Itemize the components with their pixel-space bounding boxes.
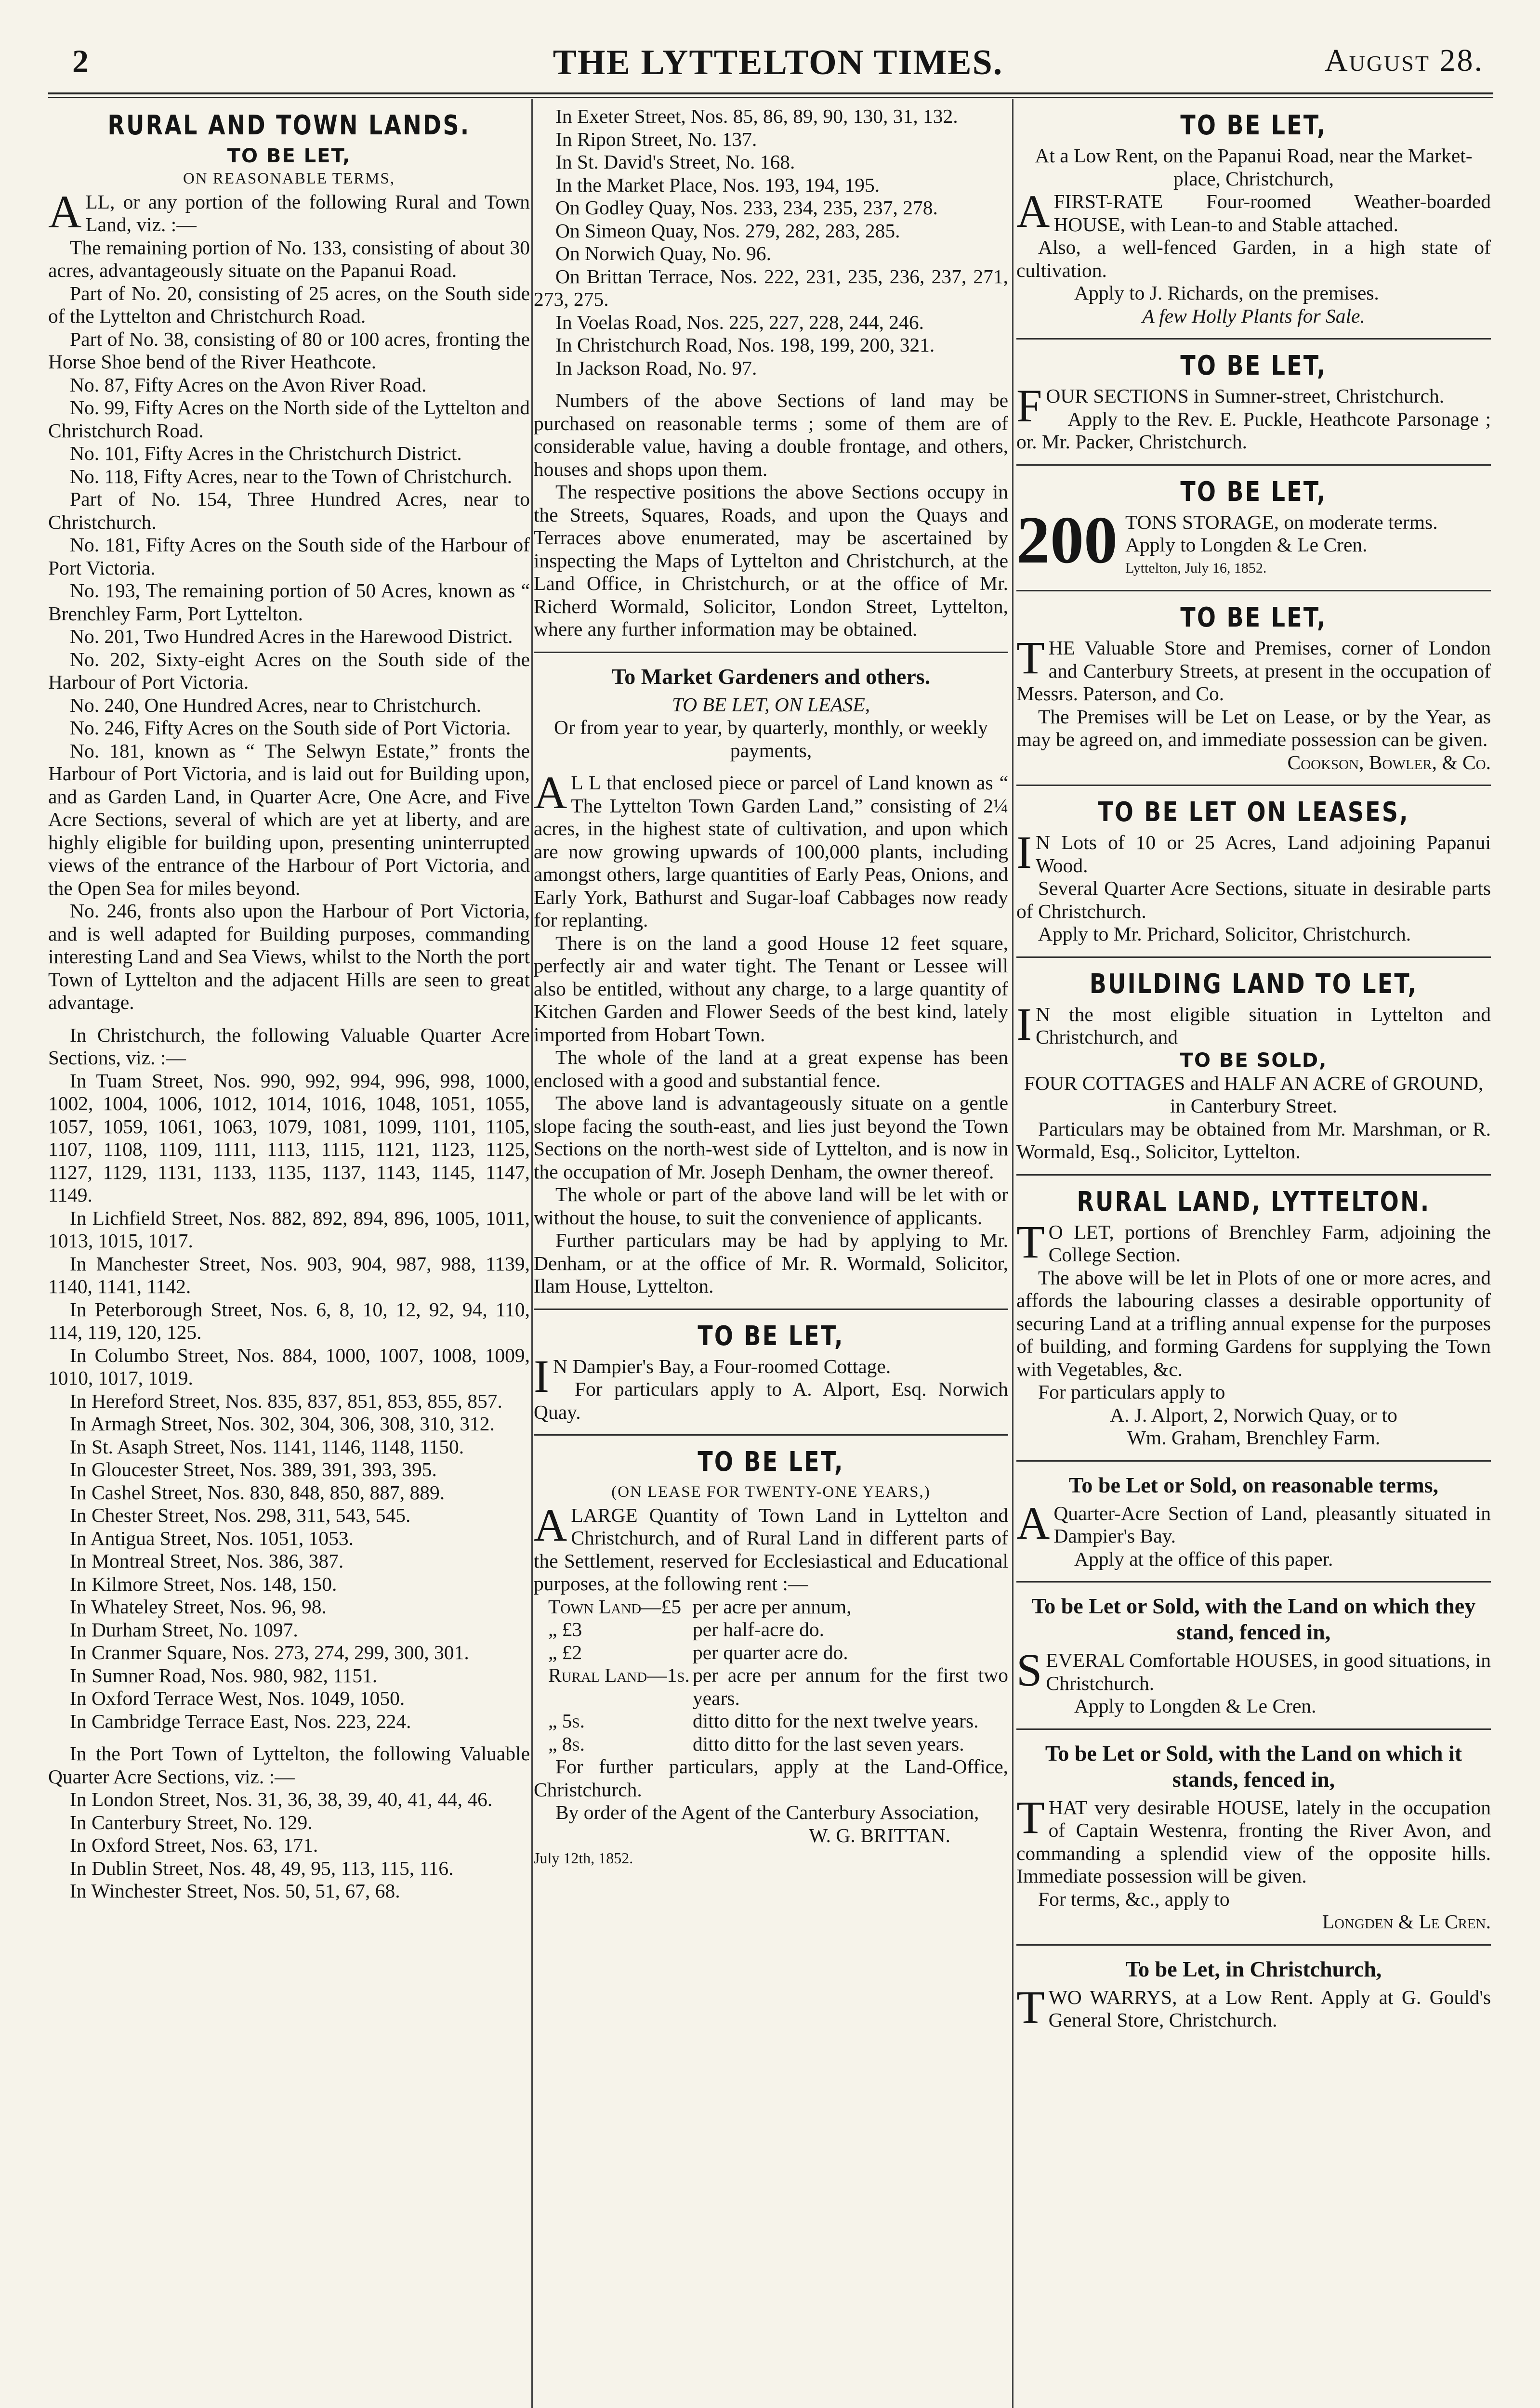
rent-row (534, 1664, 1008, 1710)
ad-apply: Particulars may be obtained from Mr. Marshman, or R. Wormald, Esq., Solicitor, Lyttelton. (1016, 1117, 1491, 1163)
ad-date: July 12th, 1852. (534, 1849, 633, 1867)
column-2 (534, 105, 1008, 1870)
drop-cap: F (1016, 380, 1042, 432)
ad-paragraph: For further particulars, apply at the Land-Office, Christchurch. (534, 1755, 1008, 1801)
divider (1016, 338, 1491, 340)
street-item: In Exeter Street, Nos. 85, 86, 89, 90, 130, 31, 132. (555, 105, 958, 127)
ad-paragraph: The above land is advantageously situate on a gentle slope facing the south-east, and lies just beyond the Town Sections on the north-west side of Lyttelton, and is now in the occupation of Mr. Joseph Denham, the owner thereof. (534, 1092, 1008, 1183)
drop-cap: I (1016, 826, 1032, 878)
ad-paragraph: The whole or part of the above land will be let with or without the house, to suit the convenience of applicants. (534, 1183, 1008, 1229)
ad-intro: AFIRST-RATE Four-roomed Weather-boarded HOUSE, with Lean-to and Stable attached. (1016, 185, 1491, 237)
ad-signature: W. G. BRITTAN. (809, 1824, 950, 1846)
ad-signature: Cookson, Bowler, & Co. (1287, 751, 1491, 773)
ad-paragraph: By order of the Agent of the Canterbury Association, (555, 1801, 979, 1823)
street-item: In Winchester Street, Nos. 50, 51, 67, 68. (70, 1880, 400, 1902)
street-item: In Ripon Street, No. 137. (555, 128, 757, 150)
ad-subheading: TO BE LET, ON LEASE, (671, 693, 870, 716)
rent-class: „ 5s. (548, 1710, 585, 1732)
ad-apply: Apply to J. Richards, on the premises. (1074, 282, 1379, 304)
ad-date: Lyttelton, July 16, 1852. (1125, 560, 1267, 576)
street-item: In Tuam Street, Nos. 990, 992, 994, 996, 998, 1000, 1002, 1004, 1006, 1012, 1014, 1016, 1048, 1051, 1055, 1057, 1059, 1061, 1063, 1079, 1081, 1099, 1101, 1105, 1107, 1108, 1109, 1111, 1113, 1115, 1121, 1123, 1125, 1127, 1129, 1131, 1133, 1135, 1137, 1143, 1145, 1147, 1149. (48, 1069, 530, 1206)
street-item: In Kilmore Street, Nos. 148, 150. (70, 1572, 337, 1595)
street-item: In Jackson Road, No. 97. (555, 356, 757, 379)
column-divider (1012, 99, 1014, 2408)
drop-cap: A (1016, 1497, 1050, 1549)
street-item: In Canterbury Street, No. 129. (70, 1811, 313, 1833)
ad-heading: TO BE LET, (1180, 476, 1327, 508)
divider (534, 1309, 1008, 1310)
rent-rate: per acre per annum, (693, 1595, 852, 1618)
street-item: In Cashel Street, Nos. 830, 848, 850, 887, 889. (70, 1481, 445, 1504)
lot-item: No. 202, Sixty-eight Acres on the South side of the Harbour of Port Victoria. (48, 648, 530, 693)
lot-list (48, 236, 530, 1014)
ad-heading: TO BE LET ON LEASES, (1098, 797, 1409, 828)
divider (1016, 956, 1491, 958)
street-item: In Durham Street, No. 1097. (70, 1618, 298, 1641)
ad-apply: For particulars apply to (1038, 1381, 1225, 1403)
ad-intro: I N Dampier's Bay, a Four-roomed Cottage. (534, 1350, 891, 1402)
newspaper-title: THE LYTTELTON TIMES. (553, 43, 1003, 82)
rent-rate: ditto ditto for the last seven years. (693, 1732, 964, 1755)
ad-terms: At a Low Rent, on the Papanui Road, near the Market-place, Christchurch, (1035, 144, 1473, 190)
ad-paragraph: The whole of the land at a great expense has been enclosed with a good and substantial fence. (534, 1046, 1008, 1091)
street-item: In Voelas Road, Nos. 225, 227, 228, 244, 246. (555, 311, 924, 333)
ad-paragraph: The above will be let in Plots of one or more acres, and affords the labouring classes a desirable opportunity of securing Land at a trifling annual expense for the purposes of building, and forming Gardens for supplying the Town with Vegetables, &c. (1016, 1266, 1491, 1380)
lot-item: No. 246, fronts also upon the Harbour of Port Victoria, and is well adapted for Building purposes, commanding interesting Land and Sea Views, whilst to the North the port Town of Lyttelton and the adjacent Hills are seen to great advantage. (48, 900, 530, 1013)
divider (1016, 1944, 1491, 1946)
ad-intro: I N the most eligible situation in Lyttelton and Christchurch, and (1016, 998, 1491, 1050)
ad-heading: RURAL AND TOWN LANDS. (107, 110, 471, 141)
rent-class: Rural Land—1s. (548, 1664, 690, 1686)
ad-heading: RURAL LAND, LYTTELTON. (1077, 1186, 1431, 1217)
street-item: On Norwich Quay, No. 96. (555, 242, 771, 264)
masthead (72, 42, 1484, 86)
lot-item: No. 181, known as “ The Selwyn Estate,” fronts the Harbour of Port Victoria, and is laid out for Building upon, and as Garden Land, in Quarter Acre, One Acre, and Five Acre Sections, several of which are yet at liberty, and are highly eligible for building upon, presenting uninterrupted views of the entrance of the Harbour of Port Victoria, and the Open Sea for miles beyond. (48, 739, 530, 899)
drop-cap: T (1016, 1216, 1045, 1268)
lot-item: No. 246, Fifty Acres on the South side of Port Victoria. (70, 717, 511, 739)
lot-item: Part of No. 154, Three Hundred Acres, near to Christchurch. (48, 488, 530, 533)
rent-rate: per half-acre do. (693, 1618, 825, 1640)
divider (1016, 1460, 1491, 1462)
ad-paragraph: Several Quarter Acre Sections, situate in desirable parts of Christchurch. (1016, 877, 1491, 922)
divider (1016, 1728, 1491, 1730)
drop-number: 200 (1016, 502, 1118, 577)
drop-cap: A (48, 185, 82, 237)
divider (1016, 1174, 1491, 1176)
street-item: On Godley Quay, Nos. 233, 234, 235, 237, 278. (555, 196, 938, 219)
street-item: On Simeon Quay, Nos. 279, 282, 283, 285. (555, 219, 900, 242)
divider (1016, 590, 1491, 591)
ad-paragraph: The Premises will be Let on Lease, or by the Year, as may be agreed on, and immediate possession can be given. (1016, 705, 1491, 750)
divider (534, 1434, 1008, 1436)
drop-cap: A (534, 1499, 567, 1551)
rent-class: „ £3 (548, 1618, 582, 1640)
ad-paragraph: Also, a well-fenced Garden, in a high state of cultivation. (1016, 236, 1491, 281)
street-item: In Cranmer Square, Nos. 273, 274, 299, 300, 301. (70, 1641, 469, 1663)
street-item: In St. Asaph Street, Nos. 1141, 1146, 1148, 1150. (70, 1435, 464, 1458)
ad-subheading: TO BE LET, (227, 145, 351, 167)
column-divider (531, 99, 533, 2408)
rent-row (534, 1710, 1008, 1733)
chch-intro: In Christchurch, the following Valuable Quarter Acre Sections, viz. :— (48, 1023, 530, 1069)
ad-heading: TO BE LET, (1180, 110, 1327, 141)
lot-item: The remaining portion of No. 133, consisting of about 30 acres, advantageously situate on the Papanui Road. (48, 236, 530, 281)
ad-subheading: (ON LEASE FOR TWENTY-ONE YEARS,) (611, 1483, 931, 1501)
divider (1016, 464, 1491, 466)
street-item: In Montreal Street, Nos. 386, 387. (70, 1550, 344, 1572)
rent-class: Town Land—£5 (548, 1595, 682, 1618)
drop-cap: I (534, 1350, 549, 1402)
ad-terms: Or from year to year, by quarterly, monthly, or weekly payments, (553, 716, 988, 761)
ad-contact: A. J. Alport, 2, Norwich Quay, or to (1110, 1403, 1397, 1426)
street-item: In Oxford Street, Nos. 63, 171. (70, 1834, 318, 1856)
lot-item: No. 181, Fifty Acres on the South side of the Harbour of Port Victoria. (48, 534, 530, 579)
lot-item: No. 118, Fifty Acres, near to the Town of Christchurch. (70, 465, 513, 487)
street-item: In Peterborough Street, Nos. 6, 8, 10, 12, 92, 94, 110, 114, 119, 120, 125. (48, 1298, 530, 1343)
ad-heading: TO BE LET, (1180, 350, 1327, 381)
street-list-continued (534, 105, 1008, 380)
street-item: In Dublin Street, Nos. 48, 49, 95, 113, 115, 116. (70, 1857, 454, 1879)
ad-intro: A L L that enclosed piece or parcel of Land known as “ The Lyttelton Town Garden Land,” consisting of 2¼ acres, in the highest state of cultivation, and upon which are now growing upwards of 100,000 plants, including amongst others, large quantities of Early Peas, Onions, and Early York, Bathurst and Sugar-loaf Cabbages now ready for replanting. (534, 767, 1008, 931)
divider (1016, 785, 1491, 786)
ad-heading: To Market Gardeners and others. (611, 664, 931, 689)
ad-intro: 200 TONS STORAGE, on moderate terms. (1016, 502, 1438, 577)
drop-cap: A (534, 767, 567, 818)
rent-row (534, 1618, 1008, 1641)
lot-item: No. 87, Fifty Acres on the Avon River Road. (70, 373, 427, 396)
ad-apply: Apply to Longden & Le Cren. (1074, 1695, 1316, 1717)
column-1 (48, 105, 530, 1903)
ad-apply: For terms, &c., apply to (1038, 1887, 1230, 1910)
lot-item: No. 201, Two Hundred Acres in the Harewood District. (70, 625, 513, 647)
ad-terms: ON REASONABLE TERMS, (183, 170, 395, 187)
drop-cap: A (1016, 185, 1050, 237)
lot-item: Part of No. 38, consisting of 80 or 100 acres, fronting the Horse Shoe bend of the River Heathcote. (48, 327, 530, 373)
ad-intro: A Quarter-Acre Section of Land, pleasantly situated in Dampier's Bay. (1016, 1497, 1491, 1549)
street-item: In the Market Place, Nos. 193, 194, 195. (555, 173, 880, 196)
divider (1016, 1581, 1491, 1583)
rent-table (534, 1596, 1008, 1756)
street-item: In St. David's Street, No. 168. (555, 151, 795, 173)
ad-apply: Apply to Mr. Prichard, Solicitor, Christchurch. (1038, 923, 1411, 945)
street-item: In Antigua Street, Nos. 1051, 1053. (70, 1527, 354, 1549)
ad-paragraph: FOUR COTTAGES and HALF AN ACRE of GROUND, in Canterbury Street. (1024, 1072, 1484, 1117)
ad-contact: Wm. Graham, Brenchley Farm. (1127, 1426, 1381, 1449)
ad-paragraph: Further particulars may be had by applying to Mr. Denham, or at the office of Mr. R. Wormald, Solicitor, Ilam House, Lyttelton. (534, 1229, 1008, 1297)
ad-note: A few Holly Plants for Sale. (1142, 304, 1365, 327)
street-item: In Christchurch Road, Nos. 198, 199, 200, 321. (555, 334, 935, 356)
ad-signature: Longden & Le Cren. (1322, 1911, 1491, 1933)
street-item: In Sumner Road, Nos. 980, 982, 1151. (70, 1664, 378, 1687)
drop-cap: S (1016, 1644, 1042, 1696)
ad-heading: To be Let or Sold, with the Land on which they stand, fenced in, (1031, 1594, 1476, 1644)
street-item: On Brittan Terrace, Nos. 222, 231, 235, 236, 237, 271, 273, 275. (534, 265, 1008, 310)
street-item: In Whateley Street, Nos. 96, 98. (70, 1596, 327, 1618)
ad-apply: Apply at the office of this paper. (1074, 1547, 1333, 1570)
street-item: In Oxford Terrace West, Nos. 1049, 1050. (70, 1687, 405, 1709)
street-item: In Armagh Street, Nos. 302, 304, 306, 308, 310, 312. (70, 1413, 495, 1435)
street-item: In Columbo Street, Nos. 884, 1000, 1007, 1008, 1009, 1010, 1017, 1019. (48, 1344, 530, 1389)
positions-paragraph: The respective positions the above Sections occupy in the Streets, Squares, Roads, and upon the Quays and Terraces above enumerated, may be ascertained by inspecting the Maps of Lyttelton and Christchurch, at the Land Office, in Christchurch, or at the office of Mr. Richerd Wormald, Solicitor, London Street, Lyttelton, where any further information may be obtained. (534, 481, 1008, 640)
rent-class: „ 8s. (548, 1732, 585, 1755)
ad-subheading: TO BE SOLD, (1180, 1049, 1328, 1072)
rent-class: „ £2 (548, 1641, 582, 1663)
column-3 (1016, 105, 1491, 2032)
ad-apply: For particulars apply to A. Alport, Esq. Norwich Quay. (534, 1378, 1008, 1423)
ad-intro: ALARGE Quantity of Town Land in Lyttelton and Christchurch, and of Rural Land in different parts of the Settlement, reserved for Ecclesiastical and Educational purposes, at the following rent :— (534, 1499, 1008, 1595)
ad-heading: TO BE LET, (698, 1446, 844, 1478)
ad-apply: Apply to Longden & Le Cren. (1125, 534, 1368, 556)
lyttelton-intro: In the Port Town of Lyttelton, the following Valuable Quarter Acre Sections, viz. :— (48, 1742, 530, 1788)
ad-heading: TO BE LET, (698, 1320, 844, 1352)
ad-intro: I N Lots of 10 or 25 Acres, Land adjoining Papanui Wood. (1016, 826, 1491, 878)
divider (534, 652, 1008, 653)
rent-rate: ditto ditto for the next twelve years. (693, 1710, 979, 1732)
chch-street-list (48, 1070, 530, 1733)
ad-paragraph: There is on the land a good House 12 feet square, perfectly air and water tight. The Tenant or Lessee will also be entitled, without any charge, to a large quantity of Kitchen Garden and Flower Seeds of the best kind, lately imported from Hobart Town. (534, 931, 1008, 1046)
lyttelton-street-list (48, 1788, 530, 1903)
ad-intro: THAT very desirable HOUSE, lately in the occupation of Captain Westenra, fronting the River Avon, and commanding a splendid view of the opposite hills. Immediate possession will be given. (1016, 1791, 1491, 1887)
masthead-rule-thin (48, 97, 1493, 98)
ad-heading: To be Let, in Christchurch, (1125, 1956, 1382, 1981)
ad-intro: SEVERAL Comfortable HOUSES, in good situations, in Christchurch. (1016, 1644, 1491, 1696)
ad-intro: THE Valuable Store and Premises, corner of London and Canterbury Streets, at present in the occupation of Messrs. Paterson, and Co. (1016, 632, 1491, 705)
street-item: In Cambridge Terrace East, Nos. 223, 224. (70, 1710, 411, 1732)
street-item: In Manchester Street, Nos. 903, 904, 987, 988, 1139, 1140, 1141, 1142. (48, 1252, 530, 1297)
ad-apply: Apply to the Rev. E. Puckle, Heathcote Parsonage ; or. Mr. Packer, Christchurch. (1016, 407, 1491, 453)
ad-heading: TO BE LET, (1180, 602, 1327, 633)
street-item: In London Street, Nos. 31, 36, 38, 39, 40, 41, 44, 46. (70, 1788, 493, 1810)
ad-intro: TWO WARRYS, at a Low Rent. Apply at G. Gould's General Store, Christchurch. (1016, 1981, 1491, 2033)
lot-item: No. 101, Fifty Acres in the Christchurch District. (70, 442, 462, 464)
ad-heading: To be Let or Sold, on reasonable terms, (1068, 1472, 1439, 1497)
numbers-paragraph: Numbers of the above Sections of land may be purchased on reasonable terms ; some of them are of considerable value, having a double frontage, and others, houses and shops upon them. (534, 389, 1008, 480)
street-item: In Chester Street, Nos. 298, 311, 543, 545. (70, 1504, 411, 1526)
rent-rate: per quarter acre do. (693, 1641, 848, 1663)
rent-row (534, 1641, 1008, 1664)
ad-intro: FOUR SECTIONS in Sumner-street, Christchurch. (1016, 380, 1445, 432)
lot-item: No. 99, Fifty Acres on the North side of the Lyttelton and Christchurch Road. (48, 396, 530, 442)
drop-cap: T (1016, 1981, 1045, 2033)
rent-rate: per acre per annum for the first two years. (693, 1664, 1008, 1709)
ad-intro: T O LET, portions of Brenchley Farm, adjoining the College Section. (1016, 1216, 1491, 1268)
drop-cap: T (1016, 1791, 1045, 1843)
street-item: In Lichfield Street, Nos. 882, 892, 894, 896, 1005, 1011, 1013, 1015, 1017. (48, 1206, 530, 1252)
rent-row (534, 1596, 1008, 1619)
lot-item: Part of No. 20, consisting of 25 acres, on the South side of the Lyttelton and Christchurch Road. (48, 282, 530, 327)
ad-intro: ALL, or any portion of the following Rural and Town Land, viz. :— (48, 185, 530, 237)
ad-heading: BUILDING LAND TO LET, (1089, 968, 1418, 1000)
street-item: In Hereford Street, Nos. 835, 837, 851, 853, 855, 857. (70, 1389, 502, 1412)
lot-item: No. 193, The remaining portion of 50 Acres, known as “ Brenchley Farm, Port Lyttelton. (48, 579, 530, 625)
masthead-rule (48, 92, 1493, 94)
ad-heading: To be Let or Sold, with the Land on which it stands, fenced in, (1045, 1741, 1462, 1792)
lot-item: No. 240, One Hundred Acres, near to Christchurch. (70, 694, 481, 716)
rent-row (534, 1733, 1008, 1756)
drop-cap: T (1016, 632, 1045, 683)
street-item: In Gloucester Street, Nos. 389, 391, 393, 395. (70, 1458, 437, 1480)
page-number: 2 (72, 43, 89, 79)
issue-date: August 28. (1324, 43, 1484, 78)
drop-cap: I (1016, 998, 1032, 1050)
